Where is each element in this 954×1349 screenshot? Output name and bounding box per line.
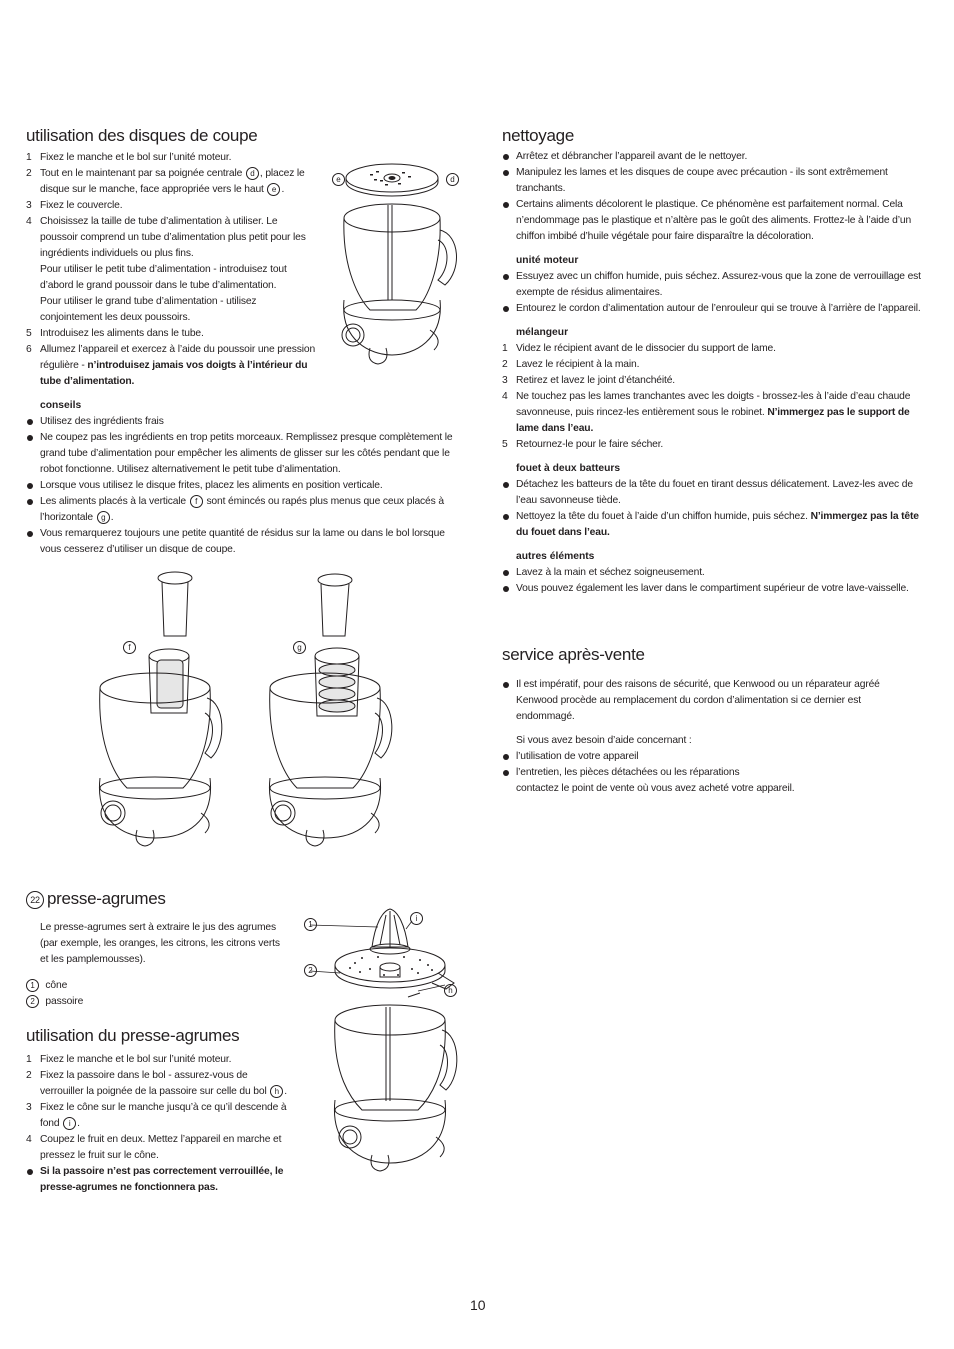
label-g: g [293, 641, 306, 654]
label-passoire: 2 [304, 964, 317, 977]
list-item: 3 Fixez le couvercle. [26, 200, 123, 211]
conseils-list [26, 414, 456, 558]
label-i: i [410, 912, 423, 925]
ref-e: e [267, 183, 280, 196]
section-title-util-presse: utilisation du presse-agrumes [26, 1026, 240, 1045]
list-item: 1 cône [26, 978, 296, 994]
list-item: 1 Fixez le manche et le bol sur l’unité moteur. [26, 152, 232, 163]
list-item: 2 Lavez le récipient à la main. [502, 359, 640, 370]
food-processor-vertical-illustration [95, 568, 225, 853]
list-item: 4 Choisissez la taille de tube d’alimentation à utiliser. Le poussoir comprend un tube d’alimentation plus petit pour les ingrédients individuels ou plus fins. Pour utiliser le petit tube d’alimentation - introduisez tout d’abord le grand poussoir dans le tube d’alimentation. Pour utiliser le grand tube d’alimentation - utilisez conjointement les deux poussoirs. [26, 216, 306, 323]
presse-intro: Le presse-agrumes sert à extraire le jus des agrumes (par exemple, les oranges, les citrons, les citrons verts et les pamplemousses). [40, 922, 280, 965]
list-item: Vous pouvez également les laver dans le compartiment supérieur de votre lave-vaisselle. [502, 581, 926, 597]
page-number: 10 [470, 1297, 486, 1313]
presse-parts [26, 978, 296, 1010]
service-list [502, 677, 902, 725]
food-processor-horizontal-illustration [265, 568, 395, 853]
list-item: Entourez le cordon d’alimentation autour de l’enrouleur qui se trouve à l’arrière de l’appareil. [502, 301, 926, 317]
conseils-title: conseils [40, 400, 82, 411]
list-item: Détachez les batteurs de la tête du fouet en tirant dessus délicatement. Lavez-les avec de l’eau savonneuse tiède. [502, 477, 926, 509]
list-item: 4 Coupez le fruit en deux. Mettez l’appareil en marche et pressez le fruit sur le cône. [26, 1134, 282, 1161]
section-badge: 22 [26, 891, 44, 909]
service-contact: contactez le point de vente où vous avez acheté votre appareil. [516, 783, 795, 794]
label-d: d [446, 173, 459, 186]
list-item: 3 Retirez et lavez le joint d’étanchéité. [502, 375, 675, 386]
list-item: Arrêtez et débrancher l’appareil avant de le nettoyer. [502, 149, 926, 165]
list-item: 4 Ne touchez pas les lames tranchantes avec les doigts - brossez-les à l’aide d’eau chaude savonneuse, puis rincez-les entièrement sous le robinet. N’immergez pas le support de lame dans l’eau. [502, 391, 911, 434]
section-title-presse: 22 presse-agrumes [26, 889, 296, 909]
fouet-list [502, 477, 926, 541]
list-item: Certains aliments décolorent le plastique. Ce phénomène est parfaitement normal. Cela n’endommage pas le plastique et n’altère pas le goût des aliments. Frottez-le à l’aide d’un chiffon imbibé d’huile végétale pour faire disparaître la décoloration. [502, 197, 926, 245]
list-item: Utilisez des ingrédients frais [26, 414, 456, 430]
section-nettoyage [502, 126, 926, 597]
list-item: 5 Retournez-le pour le faire sécher. [502, 439, 664, 450]
fouet-title: fouet à deux batteurs [516, 463, 621, 474]
list-item: 2 Tout en le maintenant par sa poignée centrale d , placez le disque sur le manche, face appropriée vers le haut e . [26, 168, 305, 195]
melangeur-title: mélangeur [516, 327, 569, 338]
label-f: f [123, 641, 136, 654]
label-e: e [332, 173, 345, 186]
presse-warning [26, 1164, 288, 1196]
food-processor-disc-illustration [330, 150, 465, 382]
list-item: l’utilisation de votre appareil [502, 749, 902, 765]
list-item: 1 Videz le récipient avant de le dissocier du support de lame. [502, 343, 776, 354]
section-title-nettoyage: nettoyage [502, 126, 574, 145]
label-cone: 1 [304, 918, 317, 931]
list-item: Vous remarquerez toujours une petite quantité de résidus sur la lame ou dans le bol lorsque vous cesserez d’utiliser un disque de coupe. [26, 526, 456, 558]
service-aide: Si vous avez besoin d’aide concernant : [516, 735, 692, 746]
list-item: 1 Fixez le manche et le bol sur l’unité moteur. [26, 1054, 232, 1065]
section-presse [26, 889, 296, 1196]
list-item: Nettoyez la tête du fouet à l’aide d’un chiffon humide, puis séchez. N’immergez pas la tête du fouet dans l’eau. [502, 509, 926, 541]
list-item: 6 Allumez l’appareil et exercez à l’aide du poussoir une pression régulière - n’introduisez jamais vos doigts à l’intérieur du tube d’alimentation. [26, 344, 316, 387]
section-disques [26, 126, 316, 390]
nettoyage-list [502, 149, 926, 245]
list-item: 2 passoire [26, 994, 296, 1010]
ref-f: f [190, 495, 203, 508]
list-item: l’entretien, les pièces détachées ou les réparations [502, 765, 902, 781]
moteur-title: unité moteur [516, 255, 579, 266]
list-item: Si la passoire n’est pas correctement verrouillée, le presse-agrumes ne fonctionnera pas. [26, 1164, 288, 1196]
list-item: Il est impératif, pour des raisons de sécurité, que Kenwood ou un réparateur agréé Kenwood procède au remplacement du cordon d’alimentation si ce dernier est endommagé. [502, 677, 902, 725]
melangeur-list [502, 341, 926, 453]
section-title-disques: utilisation des disques de coupe [26, 126, 258, 145]
section-service [502, 645, 902, 797]
list-item: 3 Fixez le cône sur le manche jusqu’à ce qu’il descende à fond i . [26, 1102, 287, 1129]
service-aide-list [502, 749, 902, 781]
list-item: Manipulez les lames et les disques de coupe avec précaution - ils sont extrêmement tranchants. [502, 165, 926, 197]
list-item: 2 Fixez la passoire dans le bol - assurez-vous de verrouiller la poignée de la passoire sur celle du bol h . [26, 1070, 288, 1097]
list-item: Lorsque vous utilisez le disque frites, placez les aliments en position verticale. [26, 478, 456, 494]
citrus-press-illustration [320, 905, 470, 1187]
ref-d: d [246, 167, 259, 180]
autres-title: autres éléments [516, 551, 595, 562]
moteur-list [502, 269, 926, 317]
label-h: h [444, 984, 457, 997]
list-item: Les aliments placés à la verticale f sont émincés ou rapés plus menus que ceux placés à l’horizontale g . [26, 494, 456, 526]
presse-steps [26, 1052, 288, 1164]
section-conseils [26, 390, 456, 558]
autres-list [502, 565, 926, 597]
section-title-service: service après-vente [502, 645, 645, 664]
list-item: Essuyez avec un chiffon humide, puis séchez. Assurez-vous que la zone de verrouillage est exempte de résidus alimentaires. [502, 269, 926, 301]
list-item: Ne coupez pas les ingrédients en trop petits morceaux. Remplissez presque complètement le grand tube d’alimentation pour empêcher les aliments de glisser sur les côtés pendant que le robot fonctionne. Utilisez alternativement le petit tube d’alimentation. [26, 430, 456, 478]
list-item: Lavez à la main et séchez soigneusement. [502, 565, 926, 581]
ref-g: g [97, 511, 110, 524]
disques-steps [26, 150, 316, 390]
list-item: 5 Introduisez les aliments dans le tube. [26, 328, 204, 339]
